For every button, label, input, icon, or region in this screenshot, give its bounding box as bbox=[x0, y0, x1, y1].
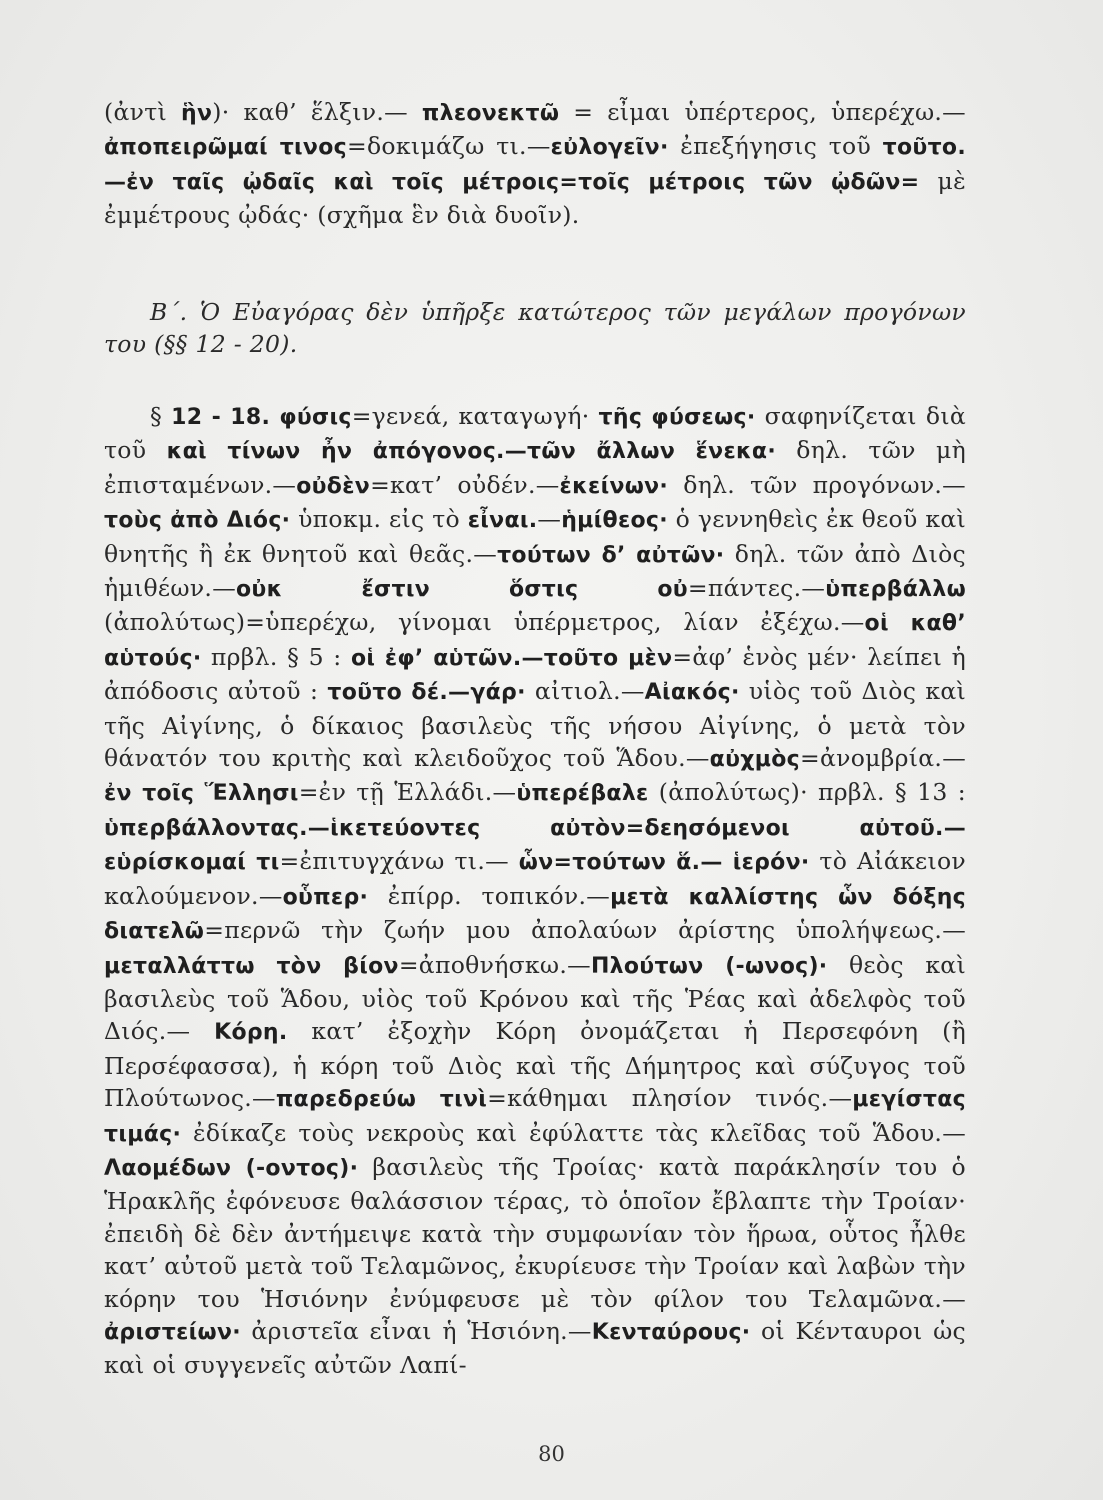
bold-term: ἐκείνων· bbox=[559, 473, 669, 499]
text-run: τὸ Αἰάκειον καλούμενον.— bbox=[104, 847, 966, 910]
text-run: =ἀφ’ ἑνὸς μέν· λείπει ἡ ἀπόδοσις αὐτοῦ : bbox=[104, 642, 966, 706]
bold-term: Κενταύρους· bbox=[591, 1319, 751, 1345]
text-run: ὁ γεννηθεὶς ἐκ θεοῦ καὶ θνητῆς ἢ ἐκ θνητοῦ καὶ θεᾶς.— bbox=[104, 505, 967, 568]
text-run: θεὸς καὶ βασιλεὺς τοῦ Ἅδου, υἱὸς τοῦ Κρόνου καὶ τῆς Ῥέας καὶ ἀδελφὸς τοῦ Διός.— bbox=[104, 950, 966, 1046]
text-run: υἱὸς τοῦ Διὸς καὶ τῆς Αἰγίνης, ὁ δίκαιος βασιλεὺς τῆς νήσου Αἰγίνης, ὁ μετὰ τὸν θάνατόν του κριτὴς καὶ κλειδοῦχος τοῦ Ἅδου.— bbox=[104, 677, 967, 773]
bold-term: οὐδὲν bbox=[296, 473, 371, 499]
bold-term: 12 - 18. φύσις bbox=[171, 405, 352, 430]
text-run: οἱ Κένταυροι ὡς καὶ οἱ συγγενεῖς αὐτῶν Λαπί- bbox=[104, 1316, 966, 1380]
bold-term: ἣν bbox=[181, 101, 213, 126]
text-run: ἐδίκαζε τοὺς νεκροὺς καὶ ἐφύλαττε τὰς κλεῖδας τοῦ Ἅδου.— bbox=[181, 1118, 966, 1147]
bold-term: πλεονεκτῶ bbox=[421, 101, 560, 126]
text-run: σαφηνίζεται διὰ τοῦ bbox=[104, 402, 967, 465]
text-run: δηλ. τῶν ἀπὸ Διὸς ἡμιθέων.— bbox=[104, 539, 966, 603]
bold-term: ὧν=τούτων ἅ.— ἱερόν· bbox=[518, 850, 810, 876]
text-run: =κατ’ οὐδέν.— bbox=[370, 470, 560, 499]
text-run: (ἀντὶ bbox=[104, 98, 182, 126]
bold-term: τοῦτο.—ἐν ταῖς ᾠδαῖς καὶ τοῖς μέτροις=τοῖς μέτροις τῶν ᾠδῶν= bbox=[104, 135, 966, 195]
bold-term: Λαομέδων (-οντος)· bbox=[104, 1155, 359, 1181]
text-run: =πάντες.— bbox=[687, 574, 826, 603]
text-run: =ἐν τῇ Ἑλλάδι.— bbox=[298, 778, 517, 807]
bold-term: ὑπερβάλλοντας.—ἱκετεύοντες αὐτὸν=δεησόμενοι αὐτοῦ.—εὑρίσκομαί τι bbox=[104, 815, 966, 876]
bold-term: εἶναι. bbox=[467, 508, 538, 534]
bold-term: τοῦτο δέ.—γάρ· bbox=[327, 680, 526, 706]
intro-text bbox=[104, 96, 966, 232]
text-run: =ἐπιτυγχάνω τι.— bbox=[279, 847, 519, 876]
text-run: § bbox=[150, 402, 172, 430]
bold-term: ὑπερέβαλε bbox=[516, 781, 649, 807]
text-run: ὑποκμ. εἰς τὸ bbox=[290, 505, 468, 534]
bold-term: ἡμίθεος· bbox=[561, 508, 668, 534]
page-number: 80 bbox=[538, 1442, 565, 1466]
bold-term: ἀποπειρῶμαί τινος bbox=[104, 135, 347, 161]
text-run: =ἀνομβρία.— bbox=[799, 744, 966, 773]
bold-term: οἱ καθ’ αὑτούς· bbox=[104, 611, 966, 671]
text-run: =δοκιμάζω τι.— bbox=[346, 132, 551, 161]
section-heading: Β΄. Ὁ Εὐαγόρας δὲν ὑπῆρξε κατώτερος τῶν μεγάλων προγόνων του (§§ 12 - 20). bbox=[104, 298, 966, 359]
bold-term: οὐκ ἔστιν ὅστις οὐ bbox=[236, 577, 688, 603]
bold-term: τῆς φύσεως· bbox=[598, 405, 756, 430]
text-run: (ἀπολύτως)· πρβλ. § 13 : bbox=[648, 778, 966, 807]
text-run: — bbox=[537, 505, 562, 534]
text-run: αἰτιολ.— bbox=[525, 677, 645, 706]
text-run: ἐπίρρ. τοπικόν.— bbox=[368, 881, 611, 910]
bold-term: καὶ τίνων ἦν ἀπόγονος.—τῶν ἄλλων ἕνεκα· bbox=[166, 439, 776, 465]
text-run: δηλ. τῶν προγόνων.— bbox=[668, 470, 966, 499]
text-run: ἀριστεῖα εἶναι ἡ Ἡσιόνη.— bbox=[240, 1316, 592, 1345]
bold-term: οἱ ἐφ’ αὑτῶν.—τοῦτο μὲν bbox=[350, 645, 673, 671]
bold-term: Κόρη. bbox=[214, 1020, 288, 1046]
bold-term: τοὺς ἀπὸ Διός· bbox=[104, 508, 291, 534]
text-run: =κάθημαι πλησίον τινός.— bbox=[487, 1084, 853, 1113]
text-run: =ἀποθνήσκω.— bbox=[398, 950, 591, 979]
bold-term: ἐν τοῖς Ἕλλησι bbox=[104, 781, 299, 807]
text-run: ἐπεξήγησις τοῦ bbox=[668, 132, 883, 161]
bold-term: ὑπερβάλλω bbox=[825, 577, 966, 603]
text-run: = εἶμαι ὑπέρτερος, ὑπερέχω.— bbox=[559, 98, 966, 126]
text-run: =περνῶ τὴν ζωήν μου ἀπολαύων ἀρίστης ὑπολήψεως.— bbox=[204, 916, 966, 945]
bold-term: μεταλλάττω τὸν βίον bbox=[104, 953, 399, 979]
text-run: βασιλεὺς τῆς Τροίας· κατὰ παράκλησίν του ὁ Ἡρακλῆς ἐφόνευσε θαλάσσιον τέρας, τὸ ὁποῖον ἔβλαπτε τὴν Τροίαν· ἐπειδὴ δὲ δὲν ἀντήμειψε κατὰ τὴν συμφωνίαν τὸν ἥρωα, οὗτος ἦλθε κατ’ αὐτοῦ μετὰ τοῦ Τελαμῶνος, ἐκυρίευσε τὴν Τροίαν καὶ λαβὼν τὴν κόρην του Ἡσιόνην ἐνύμφευσε μὲ τὸν φίλον του Τελαμῶνα.— bbox=[104, 1152, 966, 1313]
commentary-text bbox=[104, 400, 966, 1382]
text-run: πρβλ. § 5 : bbox=[201, 642, 351, 671]
bold-term: αὐχμὸς bbox=[709, 747, 800, 773]
bold-term: εὐλογεῖν· bbox=[550, 135, 669, 161]
bold-term: παρεδρεύω τινὶ bbox=[275, 1087, 488, 1113]
bold-term: μετὰ καλλίστης ὧν δόξης διατελῶ bbox=[104, 884, 966, 945]
bold-term: ἀριστείων· bbox=[104, 1319, 241, 1345]
text-run: κατ’ ἐξοχὴν Κόρη ὀνομάζεται ἡ Περσεφόνη (ἢ Περσέφασσα), ἡ κόρη τοῦ Διὸς καὶ τῆς Δήμητρος καὶ σύζυγος τοῦ Πλούτωνος.— bbox=[104, 1017, 966, 1113]
bold-term: μεγίστας τιμάς· bbox=[104, 1087, 966, 1147]
section-heading-block bbox=[104, 296, 966, 361]
bold-term: Αἰακός· bbox=[644, 680, 740, 706]
commentary-paragraph bbox=[104, 400, 966, 1382]
bold-term: τούτων δ’ αὐτῶν· bbox=[497, 542, 725, 568]
text-run: δηλ. τῶν μὴ ἐπισταμένων.— bbox=[104, 436, 967, 499]
intro-paragraph bbox=[104, 96, 966, 232]
text-run: )· καθ’ ἕλξιν.— bbox=[212, 98, 422, 126]
bold-term: οὗπερ· bbox=[282, 884, 369, 910]
text-run: (ἀπολύτως)=ὑπερέχω, γίνομαι ὑπέρμετρος, λίαν ἐξέχω.— bbox=[104, 608, 865, 637]
bold-term: Πλούτων (-ωνος)· bbox=[590, 953, 828, 979]
text-run: μὲ ἐμμέτρους ᾠδάς· (σχῆμα ἓν διὰ δυοῖν). bbox=[104, 166, 966, 230]
text-run: =γενεά, καταγωγή· bbox=[351, 402, 599, 430]
